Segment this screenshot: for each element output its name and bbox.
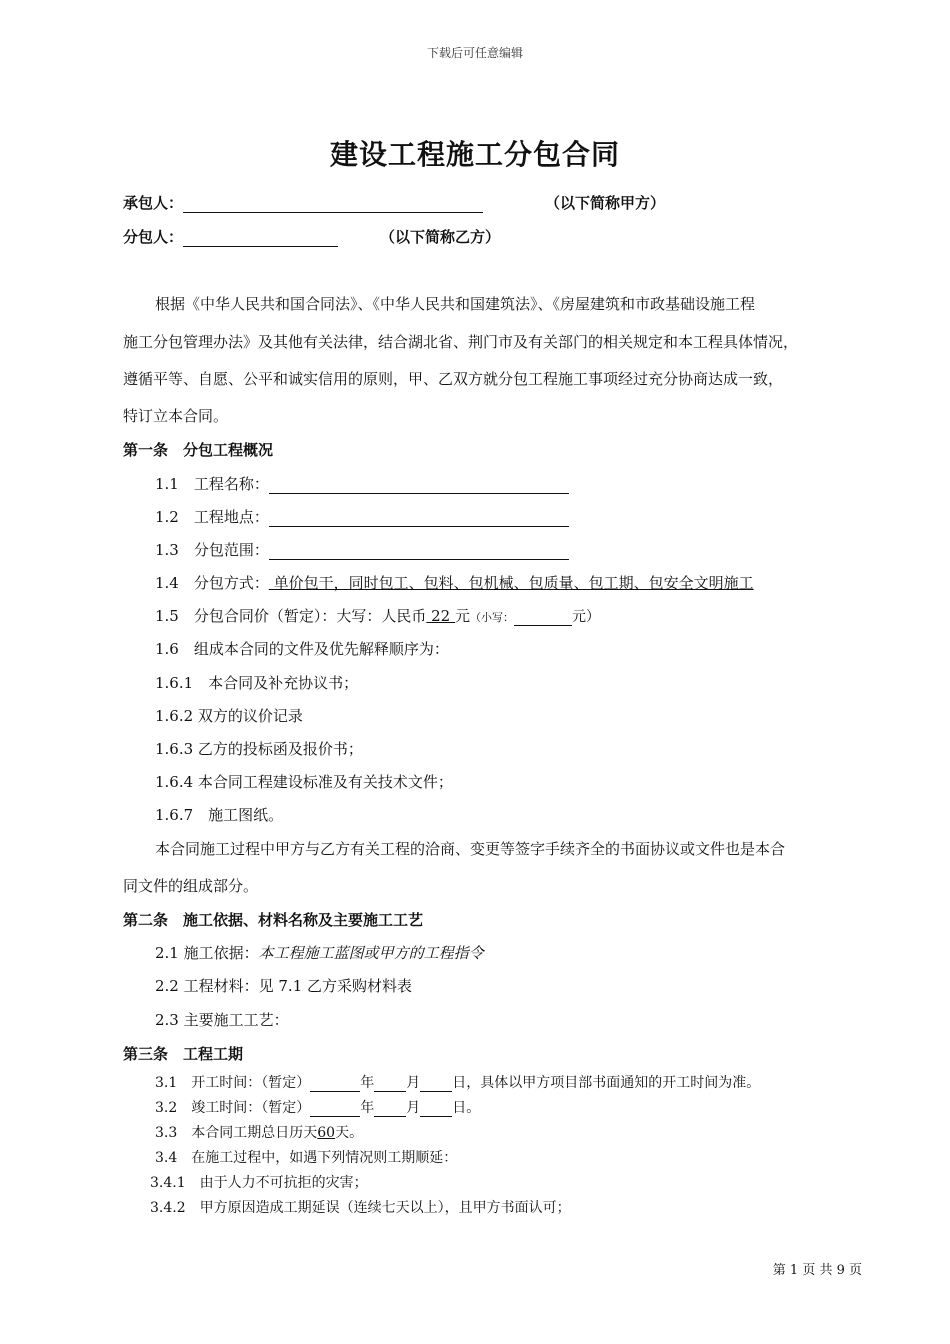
- contract-price-small-blank: [514, 610, 572, 626]
- contractor-blank: [183, 194, 483, 213]
- item-3-4-2: 3.4.2 甲方原因造成工期延误（连续七天以上），且甲方书面认可；: [150, 1200, 571, 1216]
- item-3-3-label: 3.3 本合同工期总日历天: [155, 1125, 318, 1141]
- subcontractor-label: 分包人：: [123, 228, 184, 246]
- end-year-blank: [310, 1101, 360, 1117]
- start-year-label: 年: [360, 1075, 375, 1091]
- article-3-heading: 第三条 工程工期: [123, 1045, 244, 1063]
- start-month-blank: [374, 1076, 406, 1092]
- article-2-heading: 第二条 施工依据、材料名称及主要施工工艺: [123, 911, 424, 929]
- intro-line-2: 施工分包管理办法》及其他有关法律，结合湖北省、荆门市及有关部门的相关规定和本工程具体情况，: [123, 333, 799, 351]
- document-title: 建设工程施工分包合同: [329, 138, 620, 171]
- start-year-blank: [310, 1076, 360, 1092]
- item-2-1-label: 2.1 施工依据：: [155, 944, 259, 962]
- article-1-note-line-2: 同文件的组成部分。: [123, 877, 259, 895]
- intro-line-1: 根据《中华人民共和国合同法》、《中华人民共和国建筑法》、《房屋建筑和市政基础设施工程: [155, 295, 756, 313]
- item-1-4-label: 1.4 分包方式：: [155, 574, 269, 592]
- subcontractor-blank: [183, 228, 338, 247]
- page-header-note: 下载后可任意编辑: [426, 46, 523, 60]
- intro-line-3: 遵循平等、自愿、公平和诚实信用的原则，甲、乙双方就分包工程施工事项经过充分协商达成一致，: [123, 370, 784, 388]
- item-1-5-small-unit: 元）: [572, 609, 600, 625]
- project-name-blank: [269, 475, 569, 494]
- item-1-1-label: 1.1 工程名称：: [155, 475, 269, 493]
- item-3-3: [155, 1122, 363, 1142]
- item-1-6-4: 1.6.4 本合同工程建设标准及有关技术文件；: [155, 773, 453, 791]
- item-1-6-3: 1.6.3 乙方的投标函及报价书；: [155, 740, 363, 758]
- construction-basis-value: 本工程施工蓝图或甲方的工程指令: [258, 944, 484, 962]
- article-1-note-line-1: 本合同施工过程中甲方与乙方有关工程的洽商、变更等签字手续齐全的书面协议或文件也是本合: [155, 840, 786, 858]
- item-1-3: [155, 539, 569, 560]
- duration-days-value: 60: [317, 1125, 336, 1141]
- page-number: 第 1 页 共 9 页: [772, 1263, 862, 1278]
- subcontractor-alias: （以下简称乙方）: [380, 228, 501, 246]
- contract-price-amount: 22: [426, 607, 455, 625]
- item-1-2: [155, 506, 569, 527]
- start-month-label: 月: [406, 1075, 421, 1091]
- item-3-1-suffix: ，具体以甲方项目部书面通知的开工时间为准。: [466, 1075, 761, 1091]
- end-day-label: 日: [452, 1100, 467, 1116]
- item-1-5-unit: 元: [454, 607, 470, 625]
- project-location-blank: [269, 508, 569, 527]
- end-month-label: 月: [406, 1100, 421, 1116]
- item-1-3-label: 1.3 分包范围：: [155, 541, 269, 559]
- contractor-label: 承包人：: [123, 194, 184, 212]
- item-3-2-suffix: 。: [466, 1100, 481, 1116]
- subcontractor-line: [123, 226, 338, 247]
- start-day-label: 日: [452, 1075, 467, 1091]
- end-month-blank: [374, 1101, 406, 1117]
- item-3-2: [155, 1097, 480, 1117]
- item-2-3: 2.3 主要施工工艺：: [155, 1011, 289, 1029]
- item-1-6-2: 1.6.2 双方的议价记录: [155, 707, 303, 725]
- contractor-line: [123, 192, 483, 213]
- item-1-4: [155, 572, 754, 593]
- item-1-5: [155, 605, 600, 626]
- start-day-blank: [420, 1076, 452, 1092]
- item-3-3-suffix: 天。: [335, 1125, 364, 1141]
- contractor-alias: （以下简称甲方）: [545, 194, 666, 212]
- item-3-4: 3.4 在施工过程中，如遇下列情况则工期顺延：: [155, 1150, 458, 1166]
- article-1-heading: 第一条 分包工程概况: [123, 441, 274, 459]
- item-1-6-1: 1.6.1 本合同及补充协议书；: [155, 674, 359, 692]
- item-1-2-label: 1.2 工程地点：: [155, 508, 269, 526]
- item-2-2: 2.2 工程材料：见 7.1 乙方采购材料表: [155, 977, 413, 995]
- item-3-4-1: 3.4.1 由于人力不可抗拒的灾害；: [150, 1175, 368, 1191]
- item-3-2-label: 3.2 竣工时间：（暂定）: [155, 1100, 311, 1116]
- item-1-1: [155, 473, 569, 494]
- item-2-1: [155, 942, 484, 963]
- subcontract-method-value: 单价包干，同时包工、包料、包机械、包质量、包工期、包安全文明施工: [268, 574, 754, 592]
- item-1-6: 1.6 组成本合同的文件及优先解释顺序为：: [155, 640, 449, 658]
- item-1-5-small-label: （小写：: [470, 611, 514, 624]
- item-1-6-7: 1.6.7 施工图纸。: [155, 806, 284, 824]
- subcontract-scope-blank: [269, 541, 569, 560]
- item-3-1: [155, 1072, 760, 1092]
- end-day-blank: [420, 1101, 452, 1117]
- intro-line-4: 特订立本合同。: [123, 407, 229, 425]
- end-year-label: 年: [360, 1100, 375, 1116]
- item-3-1-label: 3.1 开工时间：（暂定）: [155, 1075, 311, 1091]
- item-1-5-label: 1.5 分包合同价（暂定）：大写：人民币: [155, 607, 427, 625]
